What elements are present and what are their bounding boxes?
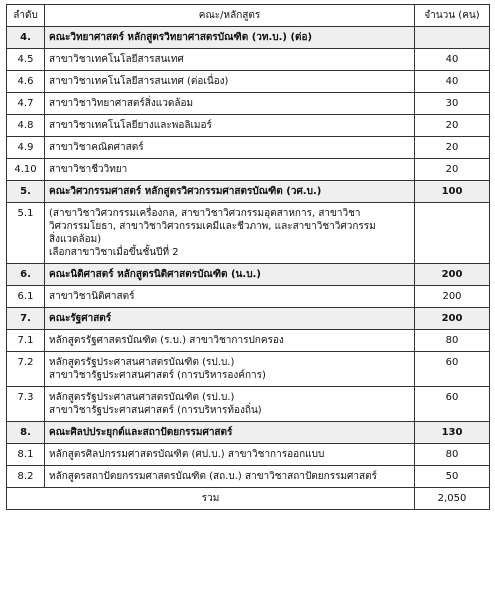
row-program [45,352,415,387]
row-program [45,49,415,71]
row-number: 7. [7,308,45,330]
admission-table [6,4,490,510]
row-number: 4.6 [7,71,45,93]
table-row [7,159,490,181]
row-count: 40 [415,71,490,93]
program-line: สาขาวิชาคณิตศาสตร์ [49,142,144,153]
row-number: 8.1 [7,444,45,466]
row-count: 80 [415,330,490,352]
header-program: คณะ/หลักสูตร [45,5,415,27]
section-row [7,308,490,330]
row-program [45,466,415,488]
program-line: สาขาวิชาวิทยาศาสตร์สิ่งแวดล้อม [49,98,194,109]
row-count: 60 [415,387,490,422]
row-number: 4.9 [7,137,45,159]
row-count: 130 [415,422,490,444]
section-row [7,27,490,49]
table-row [7,286,490,308]
row-number: 5. [7,181,45,203]
row-number: 8. [7,422,45,444]
row-number: 6.1 [7,286,45,308]
row-program [45,330,415,352]
program-line: หลักสูตรรัฐศาสตรบัณฑิต (ร.บ.) สาขาวิชาการปกครอง [49,335,284,346]
row-number: 4.10 [7,159,45,181]
table-header-row [7,5,490,27]
row-count [415,27,490,49]
section-row [7,422,490,444]
program-line: สาขาวิชาเทคโนโลยีสารสนเทศ (ต่อเนื่อง) [49,76,229,87]
row-number: 7.2 [7,352,45,387]
program-line: เลือกสาขาวิชาเมื่อขึ้นชั้นปีที่ 2 [49,247,179,258]
program-line: (สาขาวิชาวิศวกรรมเครื่องกล, สาขาวิชาวิศวกรรมอุตสาหการ, สาขาวิชา [49,208,361,219]
header-count: จำนวน (คน) [415,5,490,27]
row-count: 100 [415,181,490,203]
row-program [45,444,415,466]
row-count: 200 [415,286,490,308]
program-line: หลักสูตรรัฐประศาสนศาสตรบัณฑิต (รป.บ.) [49,392,235,403]
program-line: คณะรัฐศาสตร์ [49,313,112,324]
table-row [7,137,490,159]
header-no: ลำดับ [7,5,45,27]
section-row [7,181,490,203]
row-number: 4. [7,27,45,49]
row-program [45,115,415,137]
row-number: 4.8 [7,115,45,137]
row-number: 7.1 [7,330,45,352]
row-program [45,308,415,330]
table-row [7,466,490,488]
row-count: 80 [415,444,490,466]
row-program [45,93,415,115]
row-count: 30 [415,93,490,115]
row-number: 6. [7,264,45,286]
row-number: 8.2 [7,466,45,488]
row-count: 20 [415,159,490,181]
row-count: 20 [415,137,490,159]
row-number: 4.7 [7,93,45,115]
table-row [7,387,490,422]
row-program [45,159,415,181]
row-program [45,71,415,93]
table-row [7,93,490,115]
row-program [45,264,415,286]
program-line: สาขาวิชารัฐประศาสนศาสตร์ (การบริหารท้องถิ่น) [49,405,262,416]
row-count: 200 [415,264,490,286]
program-line: สาขาวิชานิติศาสตร์ [49,291,135,302]
row-number: 5.1 [7,203,45,264]
program-line: สาขาวิชาเทคโนโลยีสารสนเทศ [49,54,184,65]
table-row [7,49,490,71]
section-row [7,264,490,286]
table-body [7,27,490,488]
program-line: สาขาวิชาชีววิทยา [49,164,128,175]
program-line: คณะศิลปประยุกต์และสถาปัตยกรรมศาสตร์ [49,427,233,438]
program-line: สาขาวิชารัฐประศาสนศาสตร์ (การบริหารองค์การ) [49,370,266,381]
program-line: คณะวิทยาศาสตร์ หลักสูตรวิทยาศาสตรบัณฑิต (วท.บ.) (ต่อ) [49,32,313,43]
row-count: 40 [415,49,490,71]
row-count: 60 [415,352,490,387]
table-row [7,115,490,137]
row-program [45,181,415,203]
row-program [45,203,415,264]
program-line: หลักสูตรศิลปกรรมศาสตรบัณฑิต (ศป.บ.) สาขาวิชาการออกแบบ [49,449,325,460]
row-count [415,203,490,264]
row-program [45,27,415,49]
row-program [45,286,415,308]
table-row [7,330,490,352]
program-line: สิ่งแวดล้อม) [49,234,102,245]
row-program [45,137,415,159]
table-row [7,444,490,466]
program-line: หลักสูตรสถาปัตยกรรมศาสตรบัณฑิต (สถ.บ.) สาขาวิชาสถาปัตยกรรมศาสตร์ [49,471,377,482]
program-line: คณะวิศวกรรมศาสตร์ หลักสูตรวิศวกรรมศาสตรบัณฑิต (วศ.บ.) [49,186,322,197]
row-program [45,387,415,422]
table-row [7,203,490,264]
row-program [45,422,415,444]
program-line: วิศวกรรมโยธา, สาขาวิชาวิศวกรรมเคมีและชีวภาพ, และสาขาวิชาวิศวกรรม [49,221,376,232]
total-count: 2,050 [415,488,490,510]
table-row [7,71,490,93]
row-number: 7.3 [7,387,45,422]
row-count: 50 [415,466,490,488]
row-count: 200 [415,308,490,330]
total-label: รวม [7,488,415,510]
program-line: หลักสูตรรัฐประศาสนศาสตรบัณฑิต (รป.บ.) [49,357,235,368]
row-count: 20 [415,115,490,137]
row-number: 4.5 [7,49,45,71]
total-row [7,488,490,510]
program-line: คณะนิติศาสตร์ หลักสูตรนิติศาสตรบัณฑิต (น.บ.) [49,269,261,280]
table-row [7,352,490,387]
program-line: สาขาวิชาเทคโนโลยียางและพอลิเมอร์ [49,120,212,131]
